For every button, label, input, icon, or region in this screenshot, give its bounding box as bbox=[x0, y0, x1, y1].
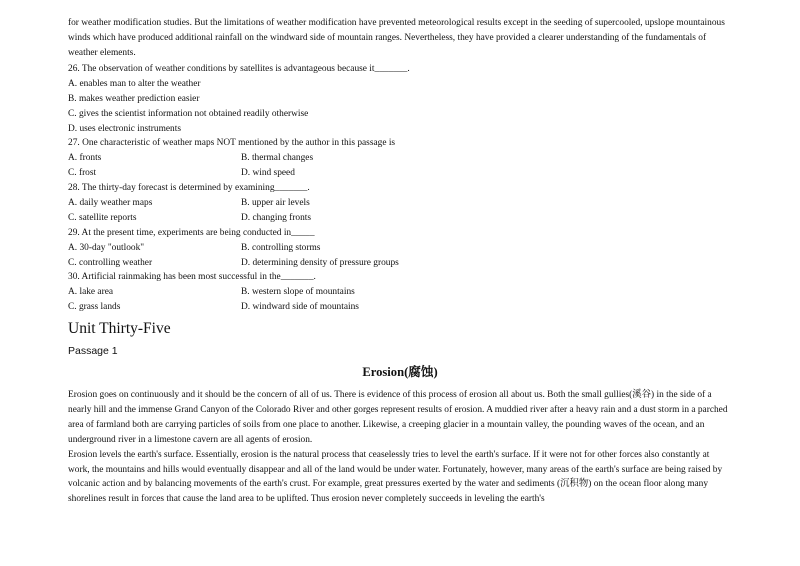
answer-option-row bbox=[68, 166, 733, 181]
answer-option-row bbox=[68, 256, 733, 271]
answer-option: C. gives the scientist information not obtained readily otherwise bbox=[68, 108, 309, 119]
question-28 bbox=[68, 181, 733, 226]
question-30 bbox=[68, 270, 733, 315]
answer-option-row bbox=[68, 151, 733, 166]
article-paragraph: Erosion levels the earth's surface. Essentially, erosion is the natural process that ceaselessly tries to level the earth's surface. If it were not for other forces also constantly at work, the mountains and hills would eventually disappear and all of the land would be under water. Fortunately, however, many areas of the earth's surface are being raised by volcanic action and by balancing movements of the earth's crust. For example, great pressures exerted by the water and sediments (沉积物) on the ocean floor along many shorelines result in forces that cause the land area to be uplifted. Thus erosion never completely succeeds in leveling the earth's bbox=[68, 449, 723, 505]
intro-paragraph: for weather modification studies. But the limitations of weather modification have prevented meteorological results except in the seeding of supercooled, upslope mountainous winds which have produced additional rainfall on the windward side of mountain ranges. Nevertheless, they have provided a clearer understanding of the fundamentals of weather elements. bbox=[68, 18, 725, 58]
question-list bbox=[68, 62, 733, 315]
passage-label: Passage 1 bbox=[68, 345, 118, 357]
answer-option: A. lake area bbox=[68, 287, 114, 298]
answer-option: C. grass lands bbox=[68, 302, 121, 313]
question-stem: 29. At the present time, experiments are being conducted in_____ bbox=[68, 227, 315, 238]
answer-option: A. fronts bbox=[68, 153, 102, 164]
answer-option: B. western slope of mountains bbox=[241, 287, 355, 298]
article-title: Erosion(腐蚀) bbox=[362, 365, 438, 379]
question-stem: 27. One characteristic of weather maps NOT mentioned by the author in this passage is bbox=[68, 138, 396, 149]
answer-option: D. changing fronts bbox=[241, 212, 312, 223]
answer-option: A. daily weather maps bbox=[68, 198, 153, 209]
answer-option: D. determining density of pressure groups bbox=[241, 257, 399, 268]
question-stem: 30. Artificial rainmaking has been most successful in the_______. bbox=[68, 272, 316, 283]
answer-option: D. wind speed bbox=[241, 168, 295, 179]
question-27 bbox=[68, 136, 733, 181]
question-26 bbox=[68, 62, 733, 136]
answer-option: B. controlling storms bbox=[241, 242, 321, 253]
unit-title: Unit Thirty-Five bbox=[68, 320, 171, 337]
answer-option: B. upper air levels bbox=[241, 198, 310, 209]
question-stem: 26. The observation of weather conditions by satellites is advantageous because it_______. bbox=[68, 64, 410, 74]
answer-option: C. controlling weather bbox=[68, 257, 153, 268]
answer-option: A. enables man to alter the weather bbox=[68, 78, 201, 89]
question-stem: 28. The thirty-day forecast is determined by examining_______. bbox=[68, 183, 310, 194]
answer-option: A. 30-day "outlook" bbox=[68, 242, 145, 253]
answer-option: C. satellite reports bbox=[68, 212, 137, 223]
answer-option: B. thermal changes bbox=[241, 153, 314, 164]
answer-option-row bbox=[68, 211, 733, 226]
answer-option: C. frost bbox=[68, 168, 97, 179]
answer-option: B. makes weather prediction easier bbox=[68, 93, 200, 104]
answer-option: D. uses electronic instruments bbox=[68, 123, 181, 134]
answer-option: D. windward side of mountains bbox=[241, 302, 359, 313]
answer-option-row bbox=[68, 300, 733, 315]
article-paragraph: Erosion goes on continuously and it should be the concern of all of us. There is evidence of this process of erosion all about us. Both the small gullies(溪谷) in the side of a nearly hill and the immense Grand Canyon of the Colorado River and other gorges represent results of erosion. A muddied river after a heavy rain and a dust storm in a parched area of farmland both are carrying particles of soils from one place to another. Likewise, a creeping glacier in a mountain valley, the pounding waves of the ocean, and an underground river in a limestone cavern are all agents of erosion. bbox=[68, 390, 728, 445]
question-29 bbox=[68, 226, 733, 271]
article-body bbox=[68, 388, 733, 507]
answer-option-row bbox=[68, 285, 733, 300]
intro-paragraph-block bbox=[68, 16, 733, 61]
answer-option-row bbox=[68, 241, 733, 256]
answer-option-row bbox=[68, 196, 733, 211]
